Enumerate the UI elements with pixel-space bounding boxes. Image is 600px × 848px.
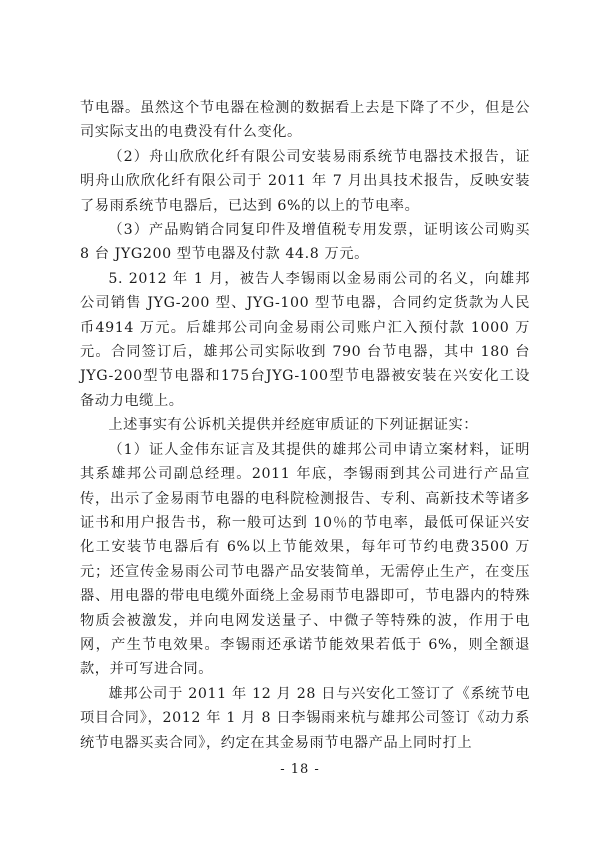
paragraph: 5. 2012 年 1 月，被告人李锡雨以金易雨公司的名义，向雄邦公司销售 JYG-200 型、JYG-100 型节电器，合同约定货款为人民币4914 万元。后雄邦公司向金易雨公司账户汇入预付款 1000 万元。合同签订后，雄邦公司实际收到 790 台节电器，其中 180 台JYG-200型节电器和175台JYG-100型节电器被安装在兴安化工设备动力电缆上。 [80, 270, 530, 409]
paragraph: 上述事实有公诉机关提供并经庭审质证的下列证据证实： [108, 417, 479, 434]
page-number: - 18 - [280, 762, 320, 777]
paragraph: 雄邦公司于 2011 年 12 月 28 日与兴安化工签订了《系统节电项目合同》，2012 年 1 月 8 日李锡雨来杭与雄邦公司签订《动力系统节电器买卖合同》，约定在其金易雨节电器产品上同时打上 [80, 685, 530, 751]
paragraph: （3）产品购销合同复印件及增值税专用发票，证明该公司购买 8 台 JYG200 型节电器及付款 44.8 万元。 [80, 222, 530, 263]
paragraph: （1）证人金伟东证言及其提供的雄邦公司申请立案材料，证明其系雄邦公司副总经理。2011 年底，李锡雨到其公司进行产品宣传，出示了金易雨节电器的电科院检测报告、专利、高新技术等诸多证书和用户报告书，称一般可达到 10％的节电率，最低可保证兴安化工安装节电器后有 6%以上节能效果，每年可节约电费3500 万元；还宣传金易雨公司节电器产品安装简单，无需停止生产，在变压器、用电器的带电电缆外面绕上金易雨节电器即可，节电器内的特殊物质会被激发，并向电网发送量子、中微子等特殊的波，作用于电网，产生节电效果。李锡雨还承诺节能效果若低于 6%，则全额退款，并可写进合同。 [80, 441, 530, 678]
paragraph: 节电器。虽然这个节电器在检测的数据看上去是下降了不少，但是公司实际支出的电费没有什么变化。 [80, 100, 530, 141]
paragraph: （2）舟山欣欣化纤有限公司安装易雨系统节电器技术报告，证明舟山欣欣化纤有限公司于 2011 年 7 月出具技术报告，反映安装了易雨系统节电器后，已达到 6%的以上的节电率。 [80, 148, 530, 214]
